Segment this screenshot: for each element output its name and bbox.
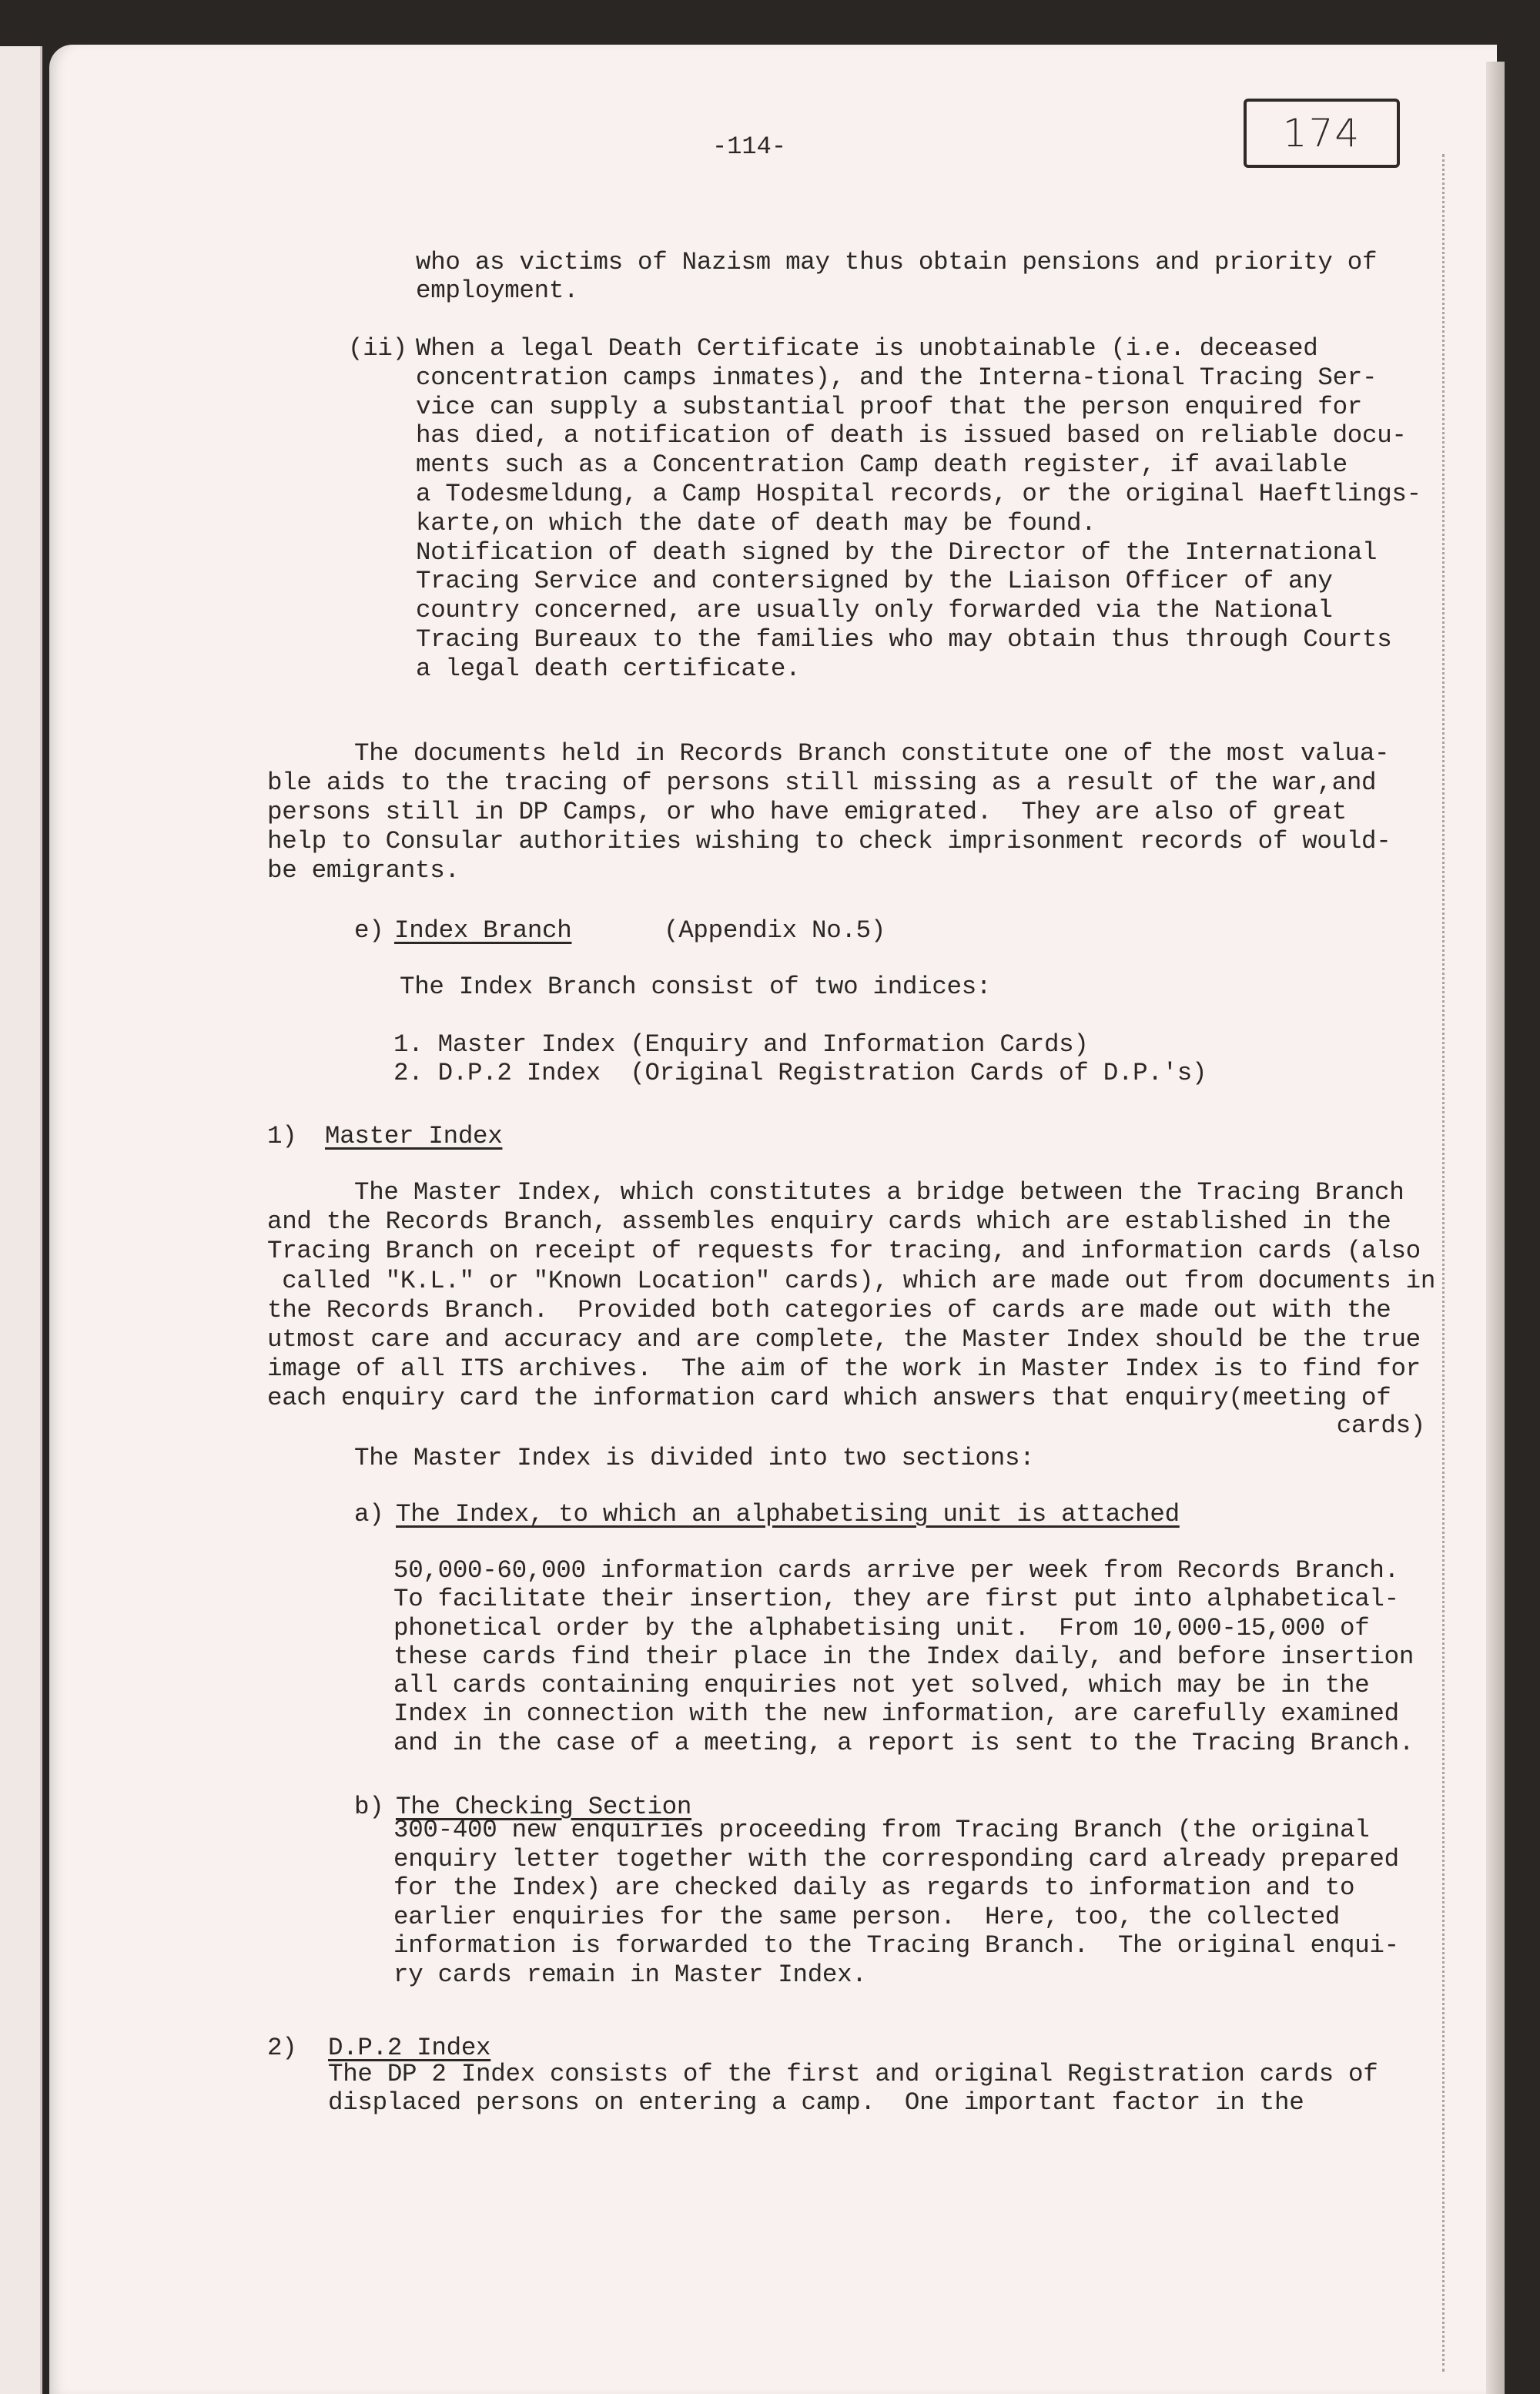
page-stack-edge bbox=[1486, 62, 1505, 2394]
text-line: The Master Index, which constitutes a bridge between the Tracing Branch bbox=[354, 1178, 1404, 1207]
text-line: 1. Master Index (Enquiry and Information Cards) bbox=[393, 1030, 1089, 1059]
sections-intro: The Master Index is divided into two sections: bbox=[354, 1444, 1035, 1472]
text-line: utmost care and accuracy and are complete, the Master Index should be the true bbox=[267, 1324, 1421, 1354]
text-line: vice can supply a substantial proof that the person enquired for bbox=[416, 392, 1363, 421]
text-line: 2. D.P.2 Index (Original Registration Cards of D.P.'s) bbox=[393, 1059, 1207, 1087]
text-line: The DP 2 Index consists of the first and original Registration cards of bbox=[328, 2060, 1378, 2088]
text-line: Notification of death signed by the Director of the International bbox=[416, 537, 1378, 567]
death-certificate-paragraph bbox=[416, 334, 1421, 684]
text-line: image of all ITS archives. The aim of the work in Master Index is to find for bbox=[267, 1354, 1421, 1384]
victims-paragraph bbox=[416, 248, 1377, 305]
text-line: these cards find their place in the Index daily, and before insertion bbox=[393, 1642, 1414, 1671]
text-line: help to Consular authorities wishing to check imprisonment records of would- bbox=[267, 827, 1391, 855]
text-line: all cards containing enquiries not yet solved, which may be in the bbox=[393, 1671, 1370, 1700]
text-line: Tracing Branch on receipt of requests for tracing, and information cards (also bbox=[267, 1237, 1421, 1266]
master-index-label: 1) bbox=[267, 1122, 297, 1150]
text-line: information is forwarded to the Tracing Branch. The original enqui- bbox=[393, 1931, 1399, 1960]
master-index-heading: Master Index bbox=[325, 1122, 503, 1150]
index-branch-label: e) bbox=[354, 916, 384, 945]
master-index-paragraph bbox=[267, 1178, 1435, 1414]
text-line: employment. bbox=[416, 276, 579, 305]
text-line: country concerned, are usually only forwarded via the National bbox=[416, 596, 1333, 625]
index-branch-heading: Index Branch bbox=[394, 916, 572, 945]
text-line: Tracing Bureaux to the families who may obtain thus through Courts bbox=[416, 624, 1392, 654]
dp2-index-heading: D.P.2 Index bbox=[328, 2034, 491, 2062]
margin-rule bbox=[1442, 154, 1445, 2372]
text-line: who as victims of Nazism may thus obtain pensions and priority of bbox=[416, 248, 1378, 276]
text-line: for the Index) are checked daily as regards to information and to bbox=[393, 1873, 1355, 1902]
text-line: Index in connection with the new information, are carefully examined bbox=[393, 1699, 1399, 1729]
text-line: displaced persons on entering a camp. One important factor in the bbox=[328, 2088, 1304, 2117]
text-line: ry cards remain in Master Index. bbox=[393, 1960, 867, 1989]
text-line: be emigrants. bbox=[267, 856, 460, 885]
dp2-index-paragraph bbox=[328, 2060, 1378, 2117]
section-a-label: a) bbox=[354, 1500, 384, 1528]
text-line: each enquiry card the information card which answers that enquiry(meeting of bbox=[267, 1384, 1391, 1413]
records-paragraph bbox=[267, 739, 1391, 886]
text-line: persons still in DP Camps, or who have emigrated. They are also of great bbox=[267, 798, 1347, 826]
text-line: and in the case of a meeting, a report is sent to the Tracing Branch. bbox=[393, 1728, 1414, 1757]
text-line: To facilitate their insertion, they are first put into alphabetical- bbox=[393, 1585, 1399, 1614]
archive-stamp: 174 bbox=[1244, 99, 1400, 168]
text-line: earlier enquiries for the same person. Here, too, the collected bbox=[393, 1902, 1341, 1931]
index-branch-intro: The Index Branch consist of two indices: bbox=[400, 973, 992, 1001]
text-line: a legal death certificate. bbox=[416, 654, 801, 683]
text-line: ments such as a Concentration Camp death register, if available bbox=[416, 450, 1348, 480]
appendix-reference: (Appendix No.5) bbox=[664, 916, 886, 945]
text-line: Tracing Service and contersigned by the Liaison Officer of any bbox=[416, 567, 1333, 596]
page-number: -114- bbox=[712, 132, 787, 161]
indices-list bbox=[393, 1030, 1207, 1087]
master-index-paragraph-end: cards) bbox=[1336, 1411, 1425, 1440]
text-line: karte,on which the date of death may be found. bbox=[416, 508, 1096, 537]
text-line: The documents held in Records Branch constitute one of the most valua- bbox=[354, 739, 1390, 768]
text-line: has died, a notification of death is issued based on reliable docu- bbox=[416, 421, 1407, 450]
text-line: a Todesmeldung, a Camp Hospital records, or the original Haeftlings- bbox=[416, 479, 1421, 508]
text-line: 300-400 new enquiries proceeding from Tracing Branch (the original bbox=[393, 1816, 1370, 1844]
adjacent-page-edge bbox=[0, 46, 42, 2394]
section-b-label: b) bbox=[354, 1793, 384, 1821]
text-line: called "K.L." or "Known Location" cards), which are made out from documents in bbox=[267, 1266, 1436, 1295]
section-a-paragraph bbox=[393, 1556, 1414, 1757]
text-line: concentration camps inmates), and the Interna-tional Tracing Ser- bbox=[416, 363, 1378, 392]
text-line: When a legal Death Certificate is unobtainable (i.e. deceased bbox=[416, 334, 1318, 363]
section-ii-label: (ii) bbox=[348, 334, 407, 363]
text-line: ble aids to the tracing of persons still missing as a result of the war,and bbox=[267, 768, 1377, 797]
text-line: and the Records Branch, assembles enquiry cards which are established in the bbox=[267, 1207, 1391, 1237]
text-line: 50,000-60,000 information cards arrive per week from Records Branch. bbox=[393, 1556, 1399, 1585]
section-b-paragraph bbox=[393, 1816, 1399, 1989]
dp2-index-label: 2) bbox=[267, 2034, 297, 2062]
section-a-heading: The Index, to which an alphabetising unit is attached bbox=[396, 1500, 1180, 1528]
text-line: the Records Branch. Provided both categories of cards are made out with the bbox=[267, 1295, 1391, 1324]
section-b-heading: The Checking Section bbox=[396, 1793, 692, 1821]
text-line: phonetical order by the alphabetising unit. From 10,000-15,000 of bbox=[393, 1613, 1370, 1642]
text-line: enquiry letter together with the corresponding card already prepared bbox=[393, 1844, 1399, 1873]
